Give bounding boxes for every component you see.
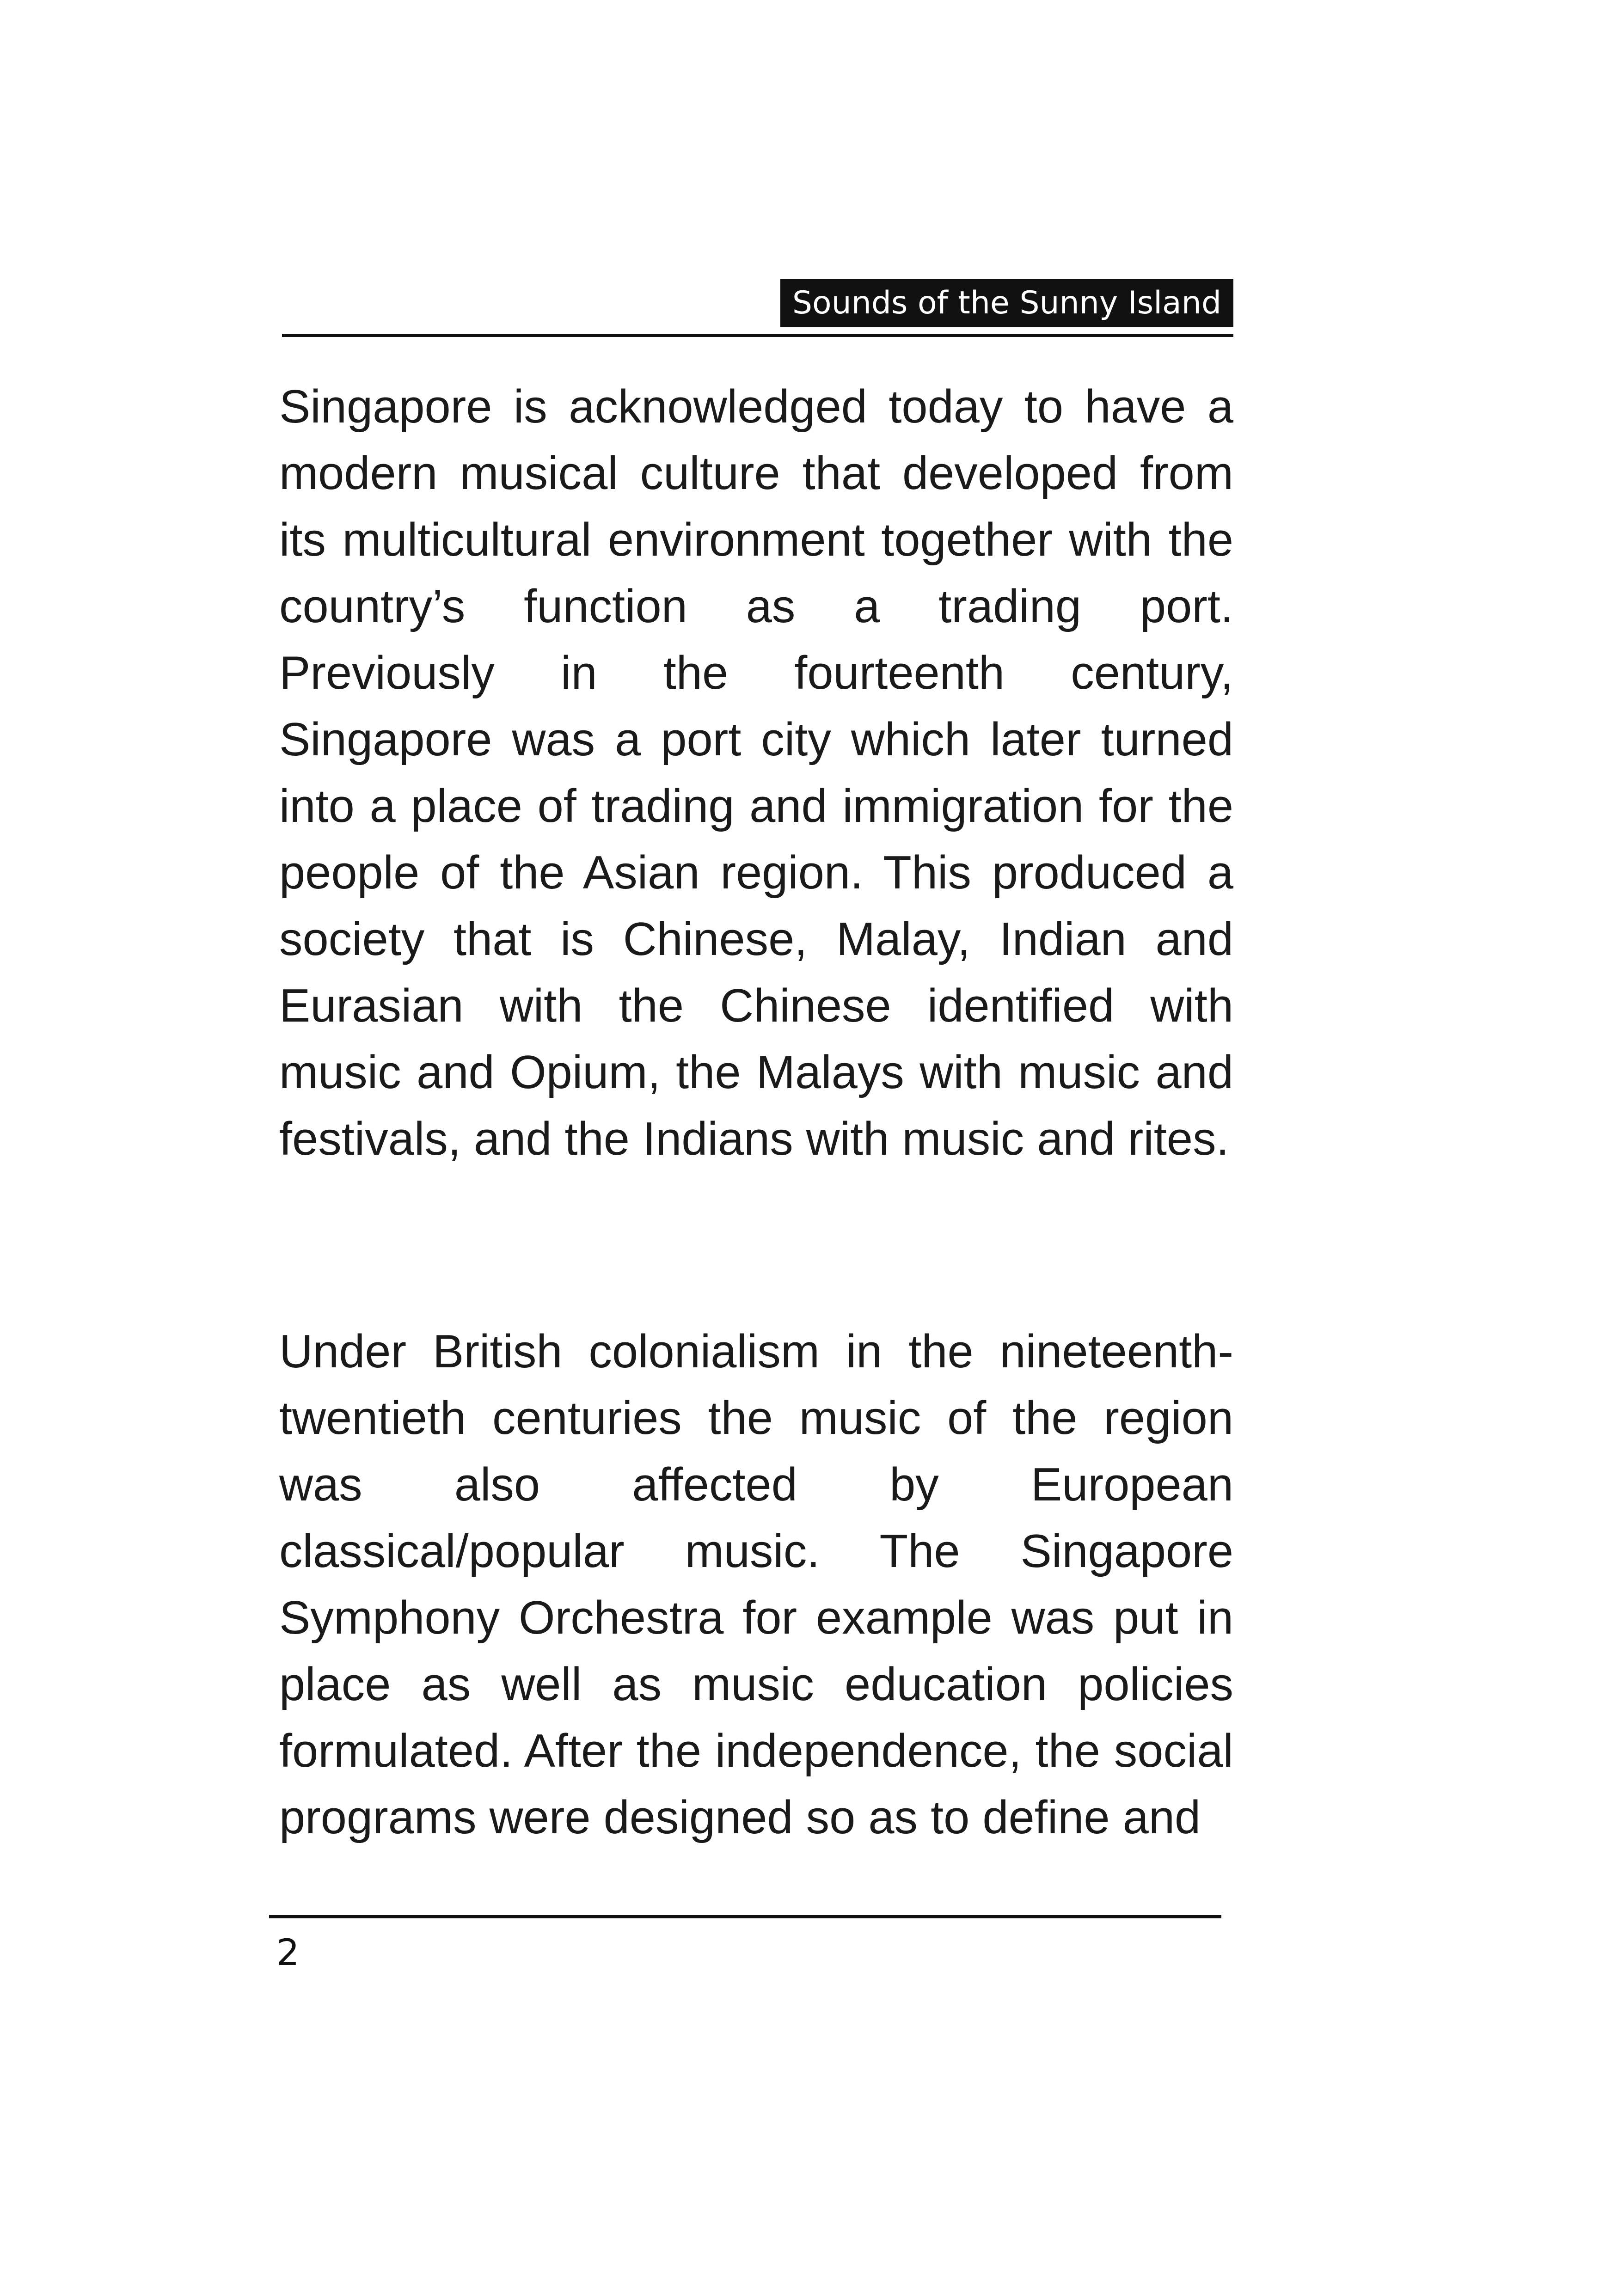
header-divider	[282, 334, 1233, 337]
footer-divider	[269, 1915, 1221, 1918]
running-header-title: Sounds of the Sunny Island	[780, 279, 1233, 327]
page-number: 2	[276, 1932, 300, 1974]
body-paragraph-1: Singapore is acknowledged today to have a modern musical culture that developed from its multicultural environment together with the country’s function as a trading port. Previously in the fourteenth century, Singapore was a port city which later turned into a place of trading and immigration for the people of the Asian region. This produced a society that is Chinese, Malay, Indian and Eurasian with the Chinese identified with music and Opium, the Malays with music and festivals, and the Indians with music and rites.	[279, 381, 1233, 1165]
body-paragraph-2: Under British colonialism in the nineteenth-twentieth centuries the music of the region was also affected by European classical/popular music. The Singapore Symphony Orchestra for example was put in place as well as music education policies formulated. After the independence, the social programs were designed so as to define and	[279, 1326, 1233, 1843]
